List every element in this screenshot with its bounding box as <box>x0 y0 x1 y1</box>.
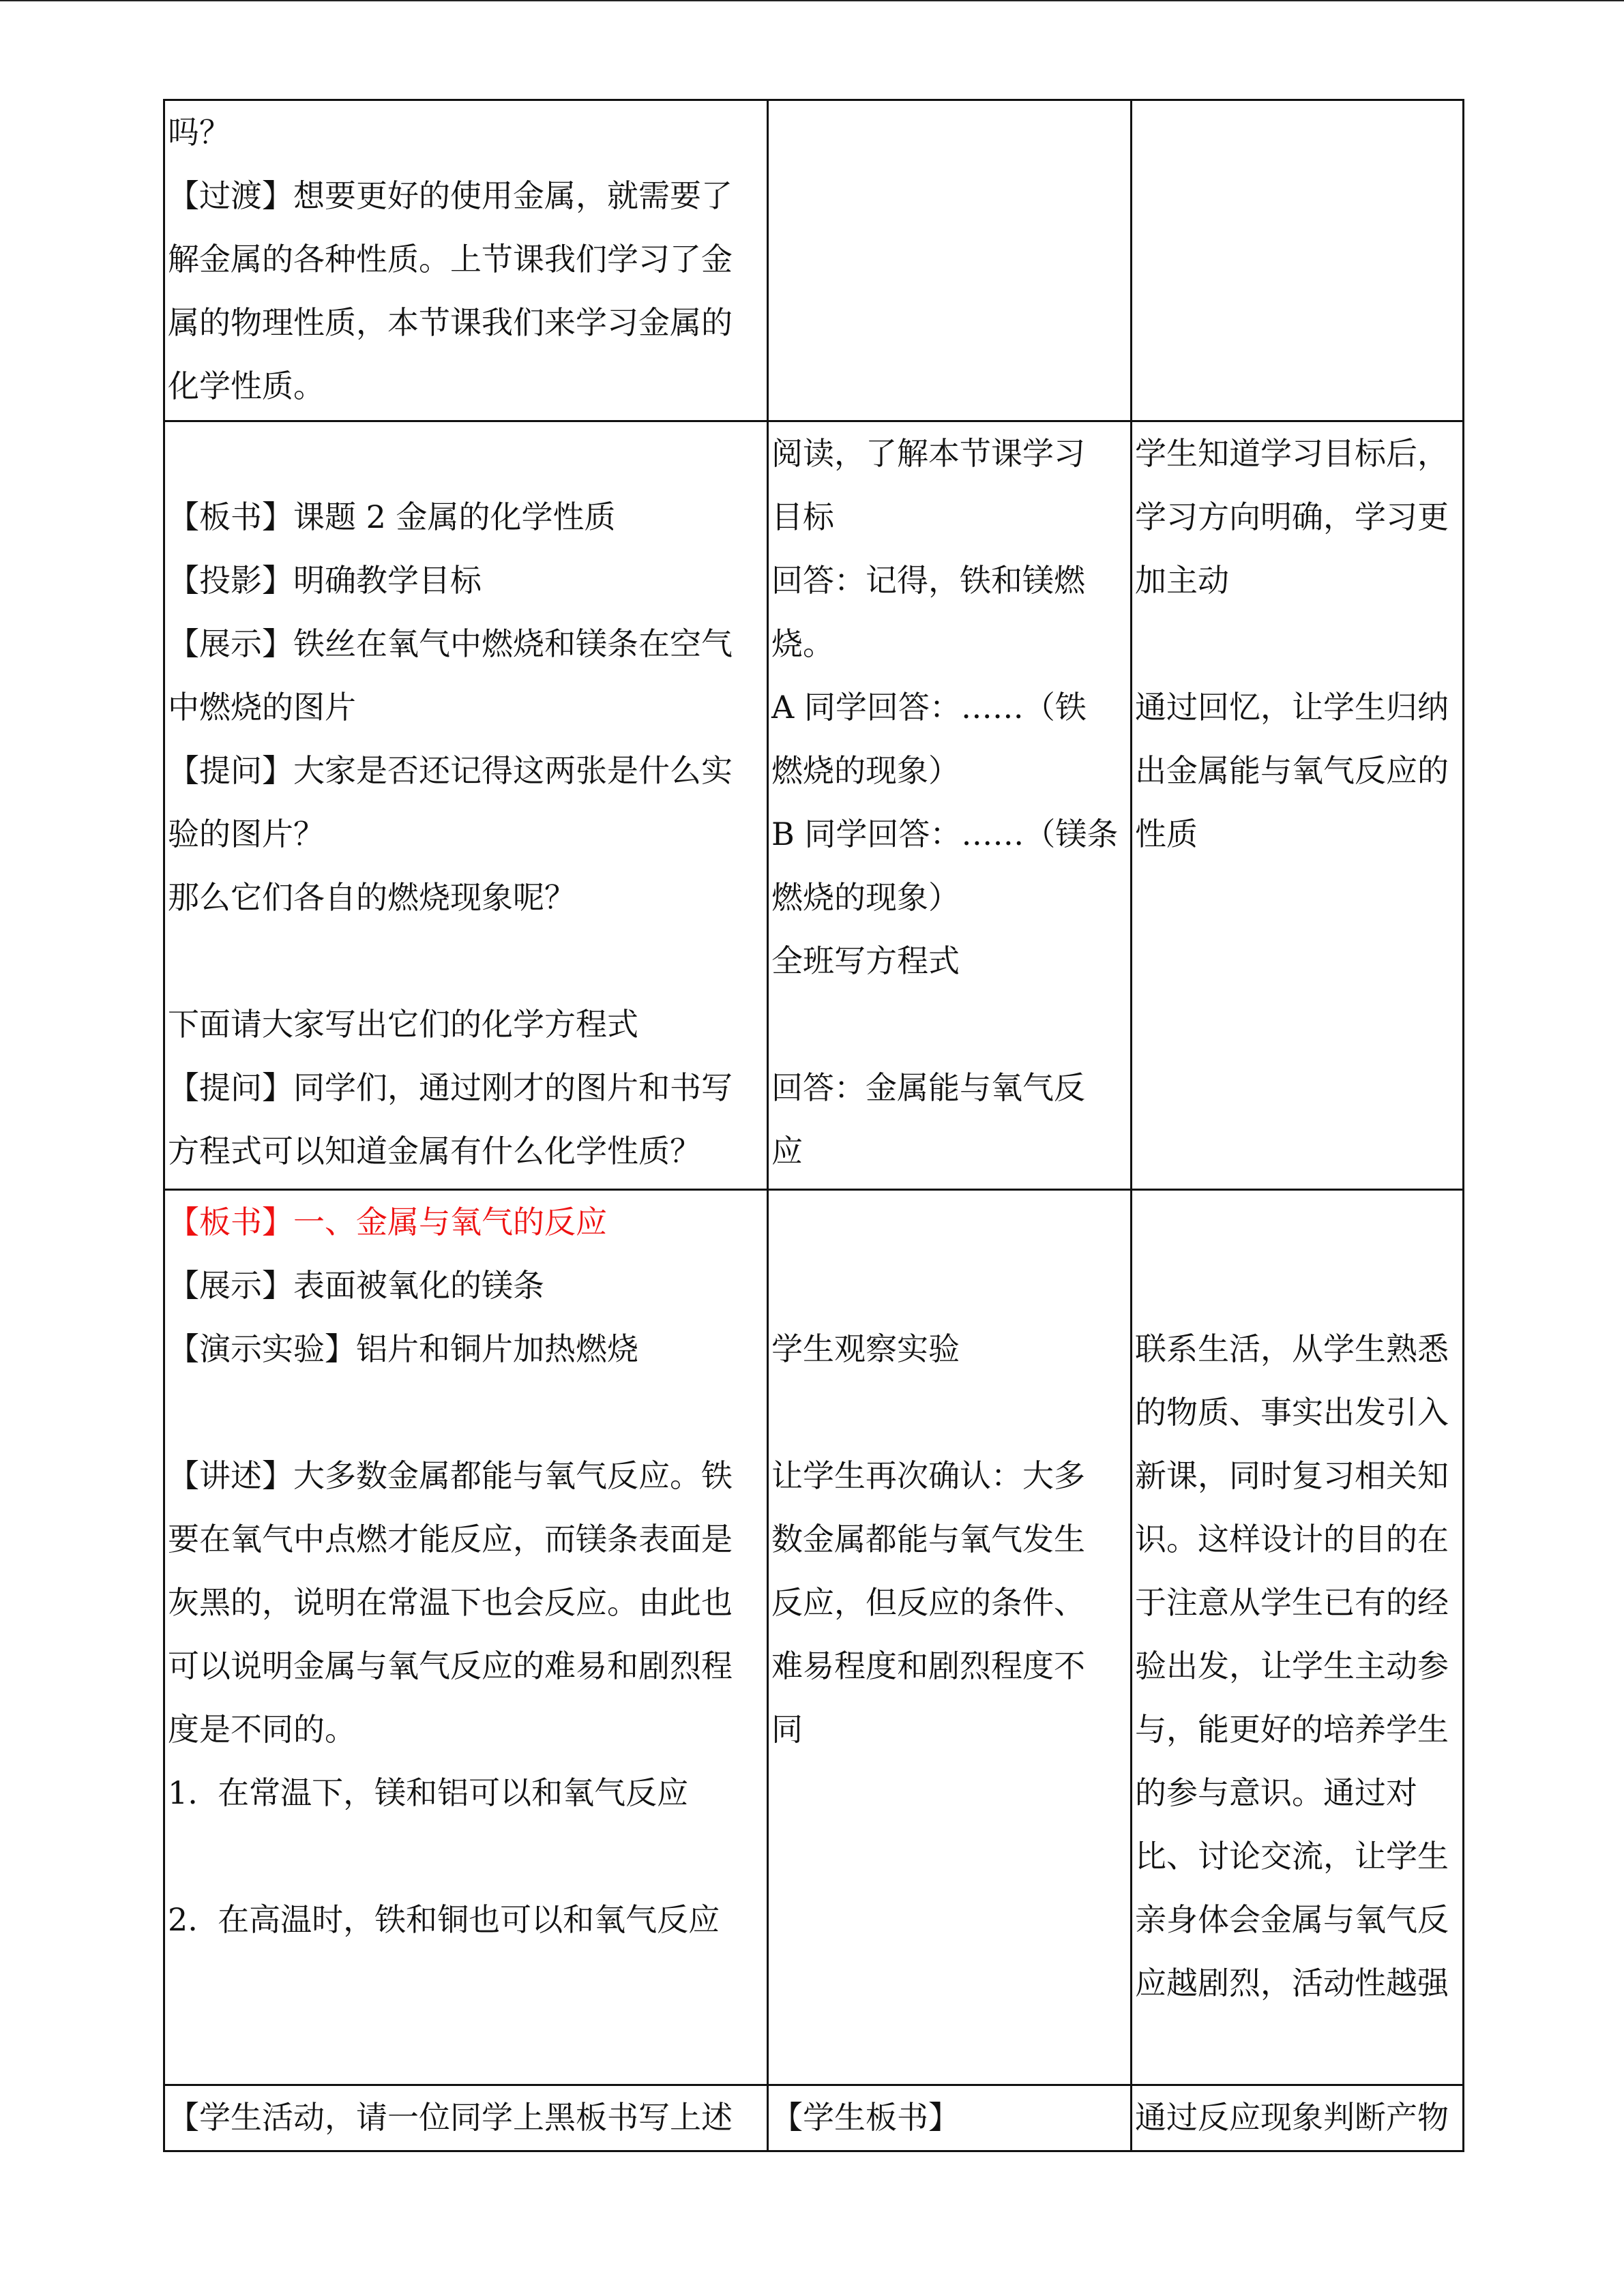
blank-line <box>771 1254 1127 1317</box>
text-line: 方程式可以知道金属有什么化学性质？ <box>168 1133 701 1169</box>
blank-line <box>1135 1254 1460 1317</box>
text-line: 应 <box>771 1133 803 1169</box>
text-line: 的物质、事实出发引入 <box>1135 1394 1449 1431</box>
text-line: 可以说明金属与氧气反应的难易和剧烈程 <box>168 1648 733 1684</box>
text-line: 【展示】铁丝在氧气中燃烧和镁条在空气 <box>168 625 733 662</box>
lesson-plan-table <box>163 99 1464 2152</box>
section-heading: 【板书】一、金属与氧气的反应 <box>168 1204 607 1240</box>
text-line: A 同学回答：……（铁 <box>771 689 1087 726</box>
text-line: 联系生活，从学生熟悉 <box>1135 1330 1449 1367</box>
teacher-activity-lines <box>168 1254 764 1952</box>
text-line: 2. 在高温时，铁和铜也可以和氧气反应 <box>168 1901 720 1938</box>
text-line: 燃烧的现象） <box>771 752 960 789</box>
blank-line <box>771 993 1127 1056</box>
table-row-lesson-intro <box>164 421 1464 1190</box>
blank-line <box>1135 612 1460 676</box>
text-line: 1. 在常温下，镁和铝可以和氧气反应 <box>168 1774 689 1811</box>
table-row-transition <box>164 100 1464 421</box>
text-line: 下面请大家写出它们的化学方程式 <box>168 1006 638 1043</box>
student-activity-cell <box>768 421 1132 1190</box>
blank-line <box>168 1381 764 1444</box>
text-line: B 同学回答：……（镁条 <box>771 816 1119 852</box>
teacher-activity-cell <box>164 421 768 1190</box>
text-line: 的参与意识。通过对 <box>1135 1774 1417 1811</box>
table-row-student-activity <box>164 2085 1464 2151</box>
text-line: 阅读，了解本节课学习 <box>771 435 1085 472</box>
text-line: 要在氧气中点燃才能反应，而镁条表面是 <box>168 1521 733 1557</box>
teacher-activity-cell <box>164 2085 768 2151</box>
text-line: 出金属能与氧气反应的 <box>1135 752 1449 789</box>
text-line: 通过反应现象判断产物 <box>1135 2099 1449 2136</box>
text-line: 同 <box>771 1711 803 1748</box>
student-activity-cell <box>768 100 1132 421</box>
text-line: 【展示】表面被氧化的镁条 <box>168 1267 544 1304</box>
text-line: 验出发，让学生主动参 <box>1135 1648 1449 1684</box>
text-line: 【投影】明确教学目标 <box>168 562 482 599</box>
design-purpose-cell <box>1132 100 1464 421</box>
text-line: 度是不同的。 <box>168 1711 356 1748</box>
blank-line <box>1135 1191 1460 1254</box>
text-line: 【演示实验】铝片和铜片加热燃烧 <box>168 1330 638 1367</box>
text-line: 化学性质。 <box>168 368 325 404</box>
text-line: 加主动 <box>1135 562 1229 599</box>
text-line: 中燃烧的图片 <box>168 689 356 726</box>
text-line: 回答：记得，铁和镁燃 <box>771 562 1085 599</box>
text-line: 回答：金属能与氧气反 <box>771 1069 1085 1106</box>
design-purpose-cell <box>1132 2085 1464 2151</box>
text-line: 【过渡】想要更好的使用金属，就需要了 <box>168 177 733 214</box>
text-line: 验的图片？ <box>168 816 325 852</box>
text-line: 学生知道学习目标后， <box>1135 435 1449 472</box>
text-line: 【板书】课题 2 金属的化学性质 <box>168 498 616 535</box>
text-line: 【提问】同学们，通过刚才的图片和书写 <box>168 1069 733 1106</box>
text-line: 应越剧烈，活动性越强 <box>1135 1965 1449 2001</box>
text-line: 难易程度和剧烈程度不 <box>771 1648 1085 1684</box>
text-line: 【讲述】大多数金属都能与氧气反应。铁 <box>168 1457 733 1494</box>
text-line: 吗？ <box>168 114 231 151</box>
design-purpose-cell <box>1132 421 1464 1190</box>
blank-line <box>168 1825 764 1888</box>
text-line: 性质 <box>1135 816 1198 852</box>
text-line: 数金属都能与氧气发生 <box>771 1521 1085 1557</box>
text-line: 学生观察实验 <box>771 1330 960 1367</box>
teacher-activity-cell <box>164 100 768 421</box>
text-line: 比、讨论交流，让学生 <box>1135 1838 1449 1875</box>
text-line: 灰黑的，说明在常温下也会反应。由此也 <box>168 1584 733 1621</box>
teacher-activity-cell <box>164 1190 768 2085</box>
text-line: 解金属的各种性质。上节课我们学习了金 <box>168 241 733 278</box>
text-line: 于注意从学生已有的经 <box>1135 1584 1449 1621</box>
text-line: 【学生活动，请一位同学上黑板书写上述 <box>168 2099 733 2136</box>
page-top-rule <box>0 0 1624 1</box>
blank-line <box>771 1191 1127 1254</box>
text-line: 学习方向明确，学习更 <box>1135 498 1449 535</box>
text-line: 全班写方程式 <box>771 942 960 979</box>
text-line: 通过回忆，让学生归纳 <box>1135 689 1449 726</box>
design-purpose-cell <box>1132 1190 1464 2085</box>
text-line: 识。这样设计的目的在 <box>1135 1521 1449 1557</box>
text-line: 反应，但反应的条件、 <box>771 1584 1085 1621</box>
text-line: 烧。 <box>771 625 834 662</box>
student-activity-cell <box>768 1190 1132 2085</box>
student-activity-cell <box>768 2085 1132 2151</box>
table-row-metal-oxygen <box>164 1190 1464 2085</box>
text-line: 【提问】大家是否还记得这两张是什么实 <box>168 752 733 789</box>
text-line: 让学生再次确认：大多 <box>771 1457 1085 1494</box>
blank-line <box>168 929 764 993</box>
text-line: 与，能更好的培养学生 <box>1135 1711 1449 1748</box>
text-line: 目标 <box>771 498 834 535</box>
blank-line <box>771 1381 1127 1444</box>
text-line: 【学生板书】 <box>771 2099 960 2136</box>
text-line: 属的物理性质，本节课我们来学习金属的 <box>168 304 733 341</box>
text-line: 燃烧的现象） <box>771 879 960 916</box>
text-line: 新课，同时复习相关知 <box>1135 1457 1449 1494</box>
text-line: 亲身体会金属与氧气反 <box>1135 1901 1449 1938</box>
blank-line <box>168 422 764 486</box>
text-line: 那么它们各自的燃烧现象呢？ <box>168 879 576 916</box>
